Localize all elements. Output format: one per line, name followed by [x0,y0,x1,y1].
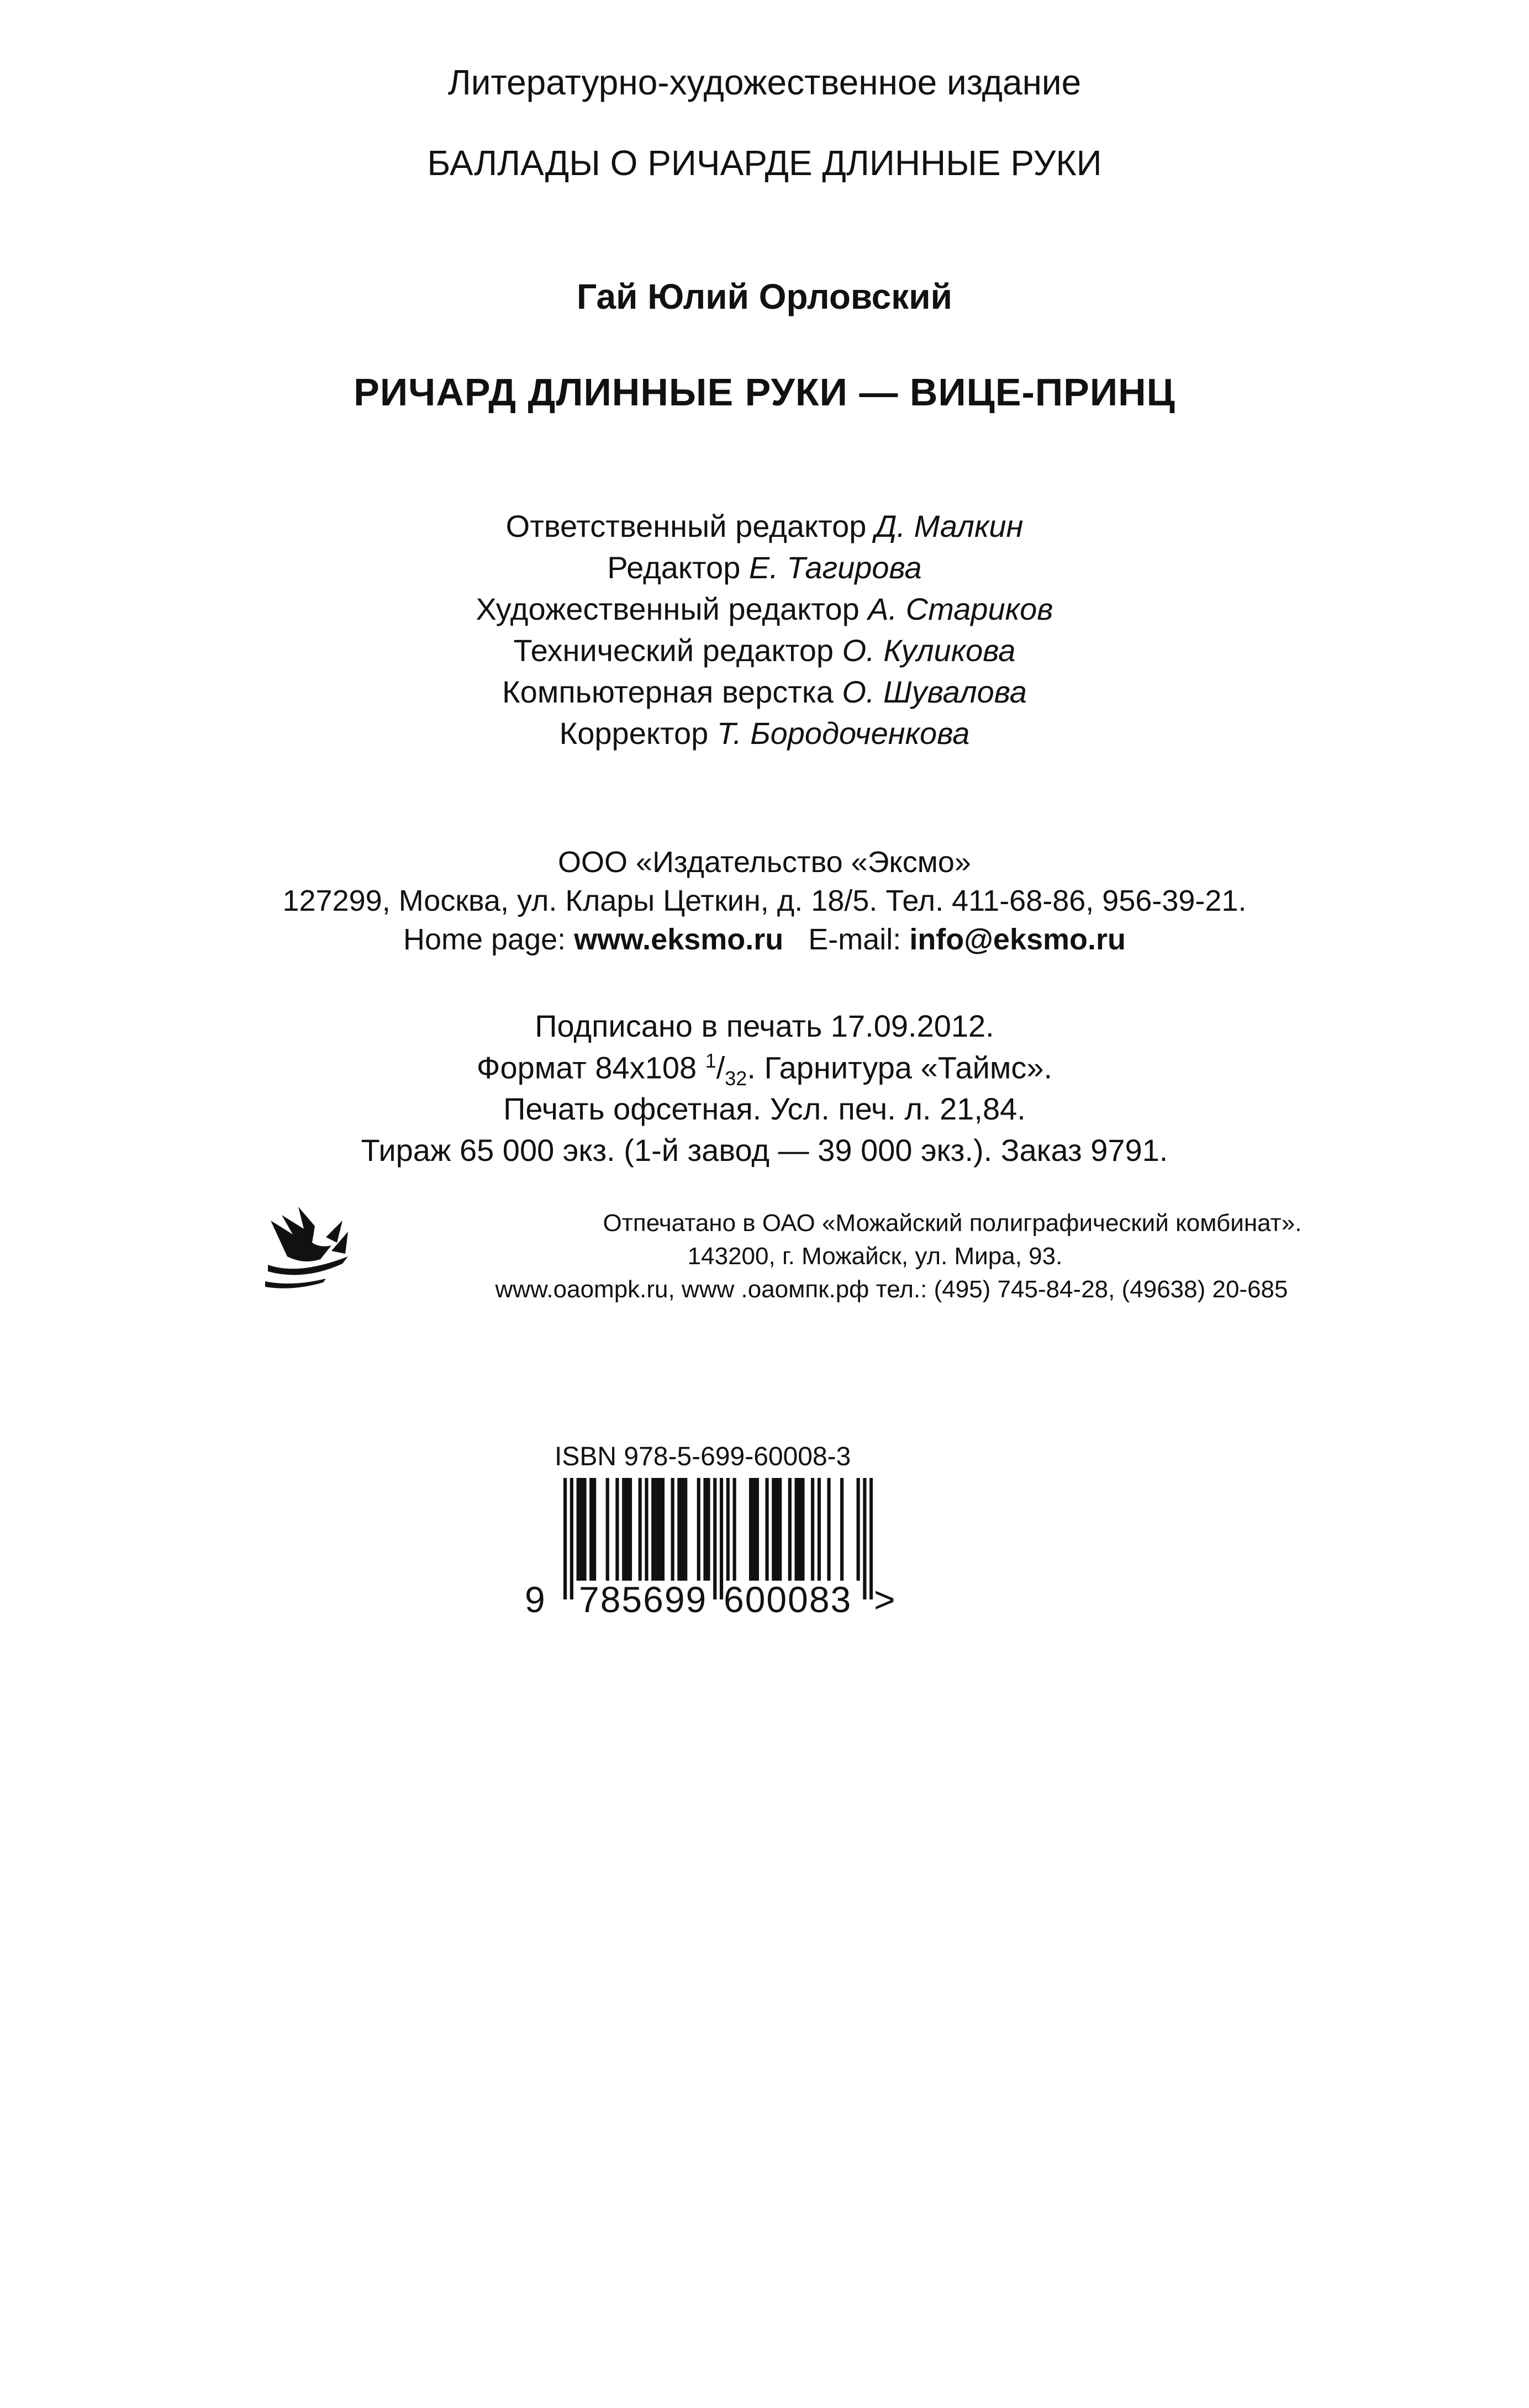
staff-role: Компьютерная верстка [502,674,834,709]
barcode-bar [645,1478,648,1581]
staff-name: Т. Бородоченкова [716,716,970,751]
isbn-block [525,1441,922,1651]
staff-line [0,715,1529,751]
ean-first-digit: 9 [525,1579,545,1620]
barcode-bar [684,1478,687,1581]
barcode-bar [661,1478,665,1581]
publisher-contacts [0,922,1529,957]
barcode-bar [583,1478,586,1581]
printer-line-3: www.oaompk.ru, www .оаомпк.рф тел.: (495) 745-84-28, (49638) 20-685 [495,1276,1288,1303]
barcode-bar [795,1478,798,1581]
barcode-bar [778,1478,782,1581]
staff-role: Корректор [559,716,709,751]
barcode-bar [857,1478,860,1581]
staff-line [0,508,1529,544]
barcode-bar [756,1478,759,1581]
barcode-bar [840,1478,843,1581]
barcode-bar [622,1478,625,1581]
printer-line-1: Отпечатано в ОАО «Можайский полиграфический комбинат». [603,1210,1302,1237]
email-label: E-mail: [808,923,901,956]
staff-line [0,632,1529,668]
format-prefix: Формат 84x108 [476,1050,697,1085]
staff-name: А. Стариков [868,592,1053,626]
staff-name: Е. Тагирова [748,550,922,585]
barcode-bar [606,1478,609,1581]
book-title: РИЧАРД ДЛИННЫЕ РУКИ — ВИЦЕ-ПРИНЦ [354,371,1175,414]
barcode-bar [677,1478,681,1581]
ean-right-group: 600083 [724,1579,852,1620]
barcode-bar [811,1478,814,1581]
staff-line [0,550,1529,585]
barcode-bar [772,1478,775,1581]
barcode-bar [579,1478,583,1581]
isbn-label: ISBN 978-5-699-60008-3 [555,1442,851,1471]
barcode-bar [681,1478,684,1581]
format-suffix: . Гарнитура «Таймс». [747,1050,1053,1085]
author-name: Гай Юлий Орловский [577,277,952,316]
barcode-bar [577,1478,580,1581]
ean-digits [525,1578,911,1623]
barcode-bar [703,1478,706,1581]
print-run: Тираж 65 000 экз. (1-й завод — 39 000 экз.). Заказ 9791. [361,1133,1168,1168]
publisher-name: ООО «Издательство «Эксмо» [558,846,971,879]
barcode-bar [658,1478,661,1581]
homepage-link[interactable]: www.eksmo.ru [574,923,784,956]
barcode-bar [749,1478,752,1581]
format-fraction-den: 32 [725,1066,747,1090]
barcode-bar [625,1478,629,1581]
staff-role: Ответственный редактор [505,509,867,543]
series-title: БАЛЛАДЫ О РИЧАРДЕ ДЛИННЫЕ РУКИ [427,143,1102,183]
barcode-bar [706,1478,710,1581]
edition-type: Литературно-художественное издание [447,62,1082,102]
format-fraction-num: 1 [705,1049,716,1072]
printing-type: Печать офсетная. Усл. печ. л. 21,84. [503,1091,1026,1126]
barcode-bar [589,1478,593,1581]
barcode-bar [801,1478,804,1581]
barcode-bar [651,1478,655,1581]
printer-line-2: 143200, г. Можайск, ул. Мира, 93. [687,1243,1063,1270]
barcode-bar [765,1478,768,1581]
barcode-bar [827,1478,830,1581]
barcode-bar [775,1478,778,1581]
staff-role: Технический редактор [513,633,834,668]
barcode-bar [726,1478,730,1581]
staff-role: Художественный редактор [476,592,860,626]
barcode-bar [629,1478,632,1581]
barcode-bar [752,1478,756,1581]
ean-left-group: 785699 [579,1579,708,1620]
homepage-label: Home page: [403,923,566,956]
staff-line [0,591,1529,627]
staff-name: О. Куликова [842,633,1016,668]
staff-name: О. Шувалова [842,674,1027,709]
format-line: Формат 84x108 $^1/_{32}$. Гарнитура «Таймс». [476,1049,1053,1090]
barcode-bar [593,1478,596,1581]
signed-to-print: Подписано в печать 17.09.2012. [535,1008,994,1043]
barcode-bar [733,1478,736,1581]
barcode-bar [639,1478,642,1581]
barcode-bar [615,1478,619,1581]
publisher-address: 127299, Москва, ул. Клары Цеткин, д. 18/5. Тел. 411-68-86, 956-39-21. [282,884,1247,917]
barcode-bar [655,1478,658,1581]
ean-marker: > [874,1579,895,1620]
barcode-bar [798,1478,801,1581]
staff-line [0,674,1529,710]
email-link[interactable]: info@eksmo.ru [909,923,1126,956]
staff-name: Д. Малкин [875,509,1024,543]
barcode-bar [671,1478,674,1581]
barcode-bar [818,1478,821,1581]
staff-role: Редактор [607,550,741,585]
barcode-bar [788,1478,792,1581]
barcode-bar [697,1478,700,1581]
